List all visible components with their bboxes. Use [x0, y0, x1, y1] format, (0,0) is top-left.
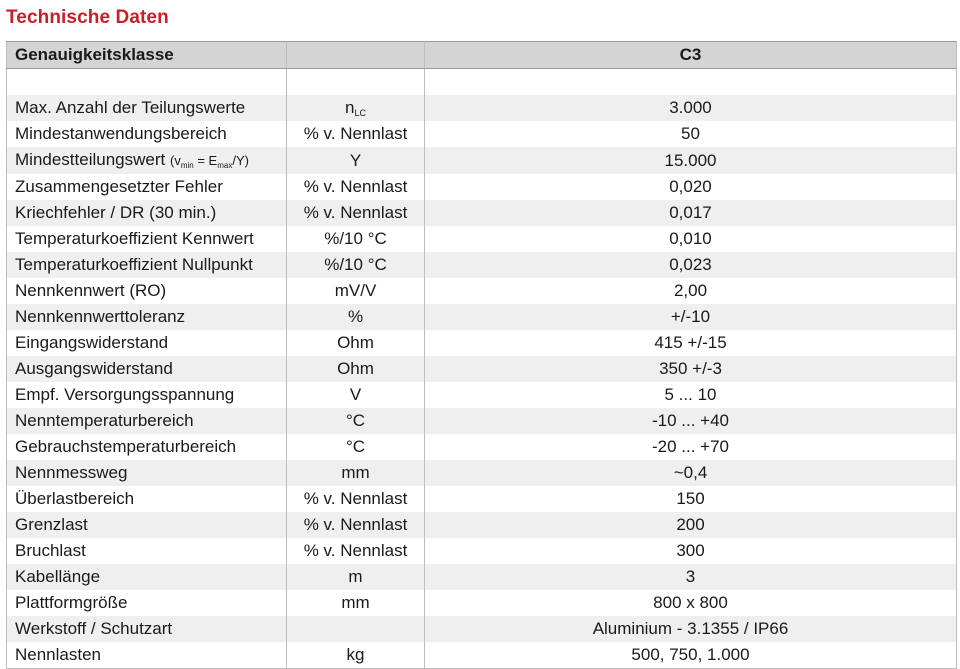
row-unit — [287, 408, 425, 434]
row-label-text: Überlastbereich — [15, 489, 135, 508]
row-label — [7, 486, 287, 512]
row-label — [7, 226, 287, 252]
table-row — [7, 278, 957, 304]
row-value: 0,010 — [425, 226, 957, 252]
row-value: 800 x 800 — [425, 590, 957, 616]
row-label — [7, 147, 287, 174]
table-row — [7, 226, 957, 252]
table-row — [7, 200, 957, 226]
header-value: C3 — [425, 42, 957, 69]
row-unit-text: % v. Nennlast — [303, 124, 408, 143]
row-unit — [287, 330, 425, 356]
row-unit-text: mm — [341, 463, 370, 482]
row-label — [7, 382, 287, 408]
row-unit-text: % v. Nennlast — [303, 489, 408, 508]
row-value: -20 ... +70 — [425, 434, 957, 460]
row-label — [7, 252, 287, 278]
row-value: Aluminium - 3.1355 / IP66 — [425, 616, 957, 642]
row-unit-text: mm — [341, 593, 370, 612]
row-value: +/-10 — [425, 304, 957, 330]
row-unit — [287, 147, 425, 174]
table-row — [7, 356, 957, 382]
row-unit-text: Ohm — [337, 333, 374, 352]
row-unit — [287, 174, 425, 200]
row-label-text: Temperaturkoeffizient Kennwert — [15, 229, 254, 248]
row-value: 150 — [425, 486, 957, 512]
row-value: 5 ... 10 — [425, 382, 957, 408]
row-value: 0,020 — [425, 174, 957, 200]
row-unit-text: % — [347, 307, 364, 326]
row-unit-text: V — [349, 385, 362, 404]
row-label-text: Max. Anzahl der Teilungswerte — [15, 98, 246, 117]
row-unit — [287, 278, 425, 304]
row-label-text: Werkstoff / Schutzart — [15, 619, 173, 638]
section-title: Technische Daten — [6, 7, 169, 28]
row-label-text: Kriechfehler / DR (30 min.) — [15, 203, 217, 222]
row-label — [7, 616, 287, 642]
table-row — [7, 252, 957, 278]
row-unit — [287, 304, 425, 330]
row-label-text: Plattformgröße — [15, 593, 128, 612]
row-value: 350 +/-3 — [425, 356, 957, 382]
row-value: 300 — [425, 538, 957, 564]
label-note-mid: = E — [193, 153, 218, 168]
row-label — [7, 330, 287, 356]
row-label-text: Nennkennwert (RO) — [15, 281, 167, 300]
row-unit-text: %/10 °C — [324, 255, 387, 274]
table-row — [7, 642, 957, 669]
row-value: 50 — [425, 121, 957, 147]
table-row — [7, 434, 957, 460]
row-unit — [287, 512, 425, 538]
row-label-text: Empf. Versorgungsspannung — [15, 385, 235, 404]
row-unit — [287, 226, 425, 252]
row-label — [7, 278, 287, 304]
table-row — [7, 512, 957, 538]
row-unit — [287, 252, 425, 278]
row-label — [7, 200, 287, 226]
row-unit — [287, 486, 425, 512]
row-label — [7, 95, 287, 121]
row-label — [7, 512, 287, 538]
table-row — [7, 590, 957, 616]
header-label: Genauigkeitsklasse — [7, 42, 287, 69]
row-label-text: Mindestanwendungsbereich — [15, 124, 227, 143]
table-row — [7, 304, 957, 330]
row-unit — [287, 590, 425, 616]
row-unit-text: n — [345, 98, 355, 117]
table-header-row — [7, 42, 957, 69]
row-value: 15.000 — [425, 147, 957, 174]
row-label — [7, 304, 287, 330]
row-label-text: Bruchlast — [15, 541, 86, 560]
row-label-text: Temperaturkoeffizient Nullpunkt — [15, 255, 253, 274]
row-unit — [287, 616, 425, 642]
table-row — [7, 174, 957, 200]
row-value: 2,00 — [425, 278, 957, 304]
row-unit — [287, 642, 425, 669]
row-label — [7, 564, 287, 590]
row-value: 3 — [425, 564, 957, 590]
row-unit — [287, 382, 425, 408]
table-row — [7, 616, 957, 642]
row-unit — [287, 356, 425, 382]
row-label — [7, 590, 287, 616]
row-unit — [287, 460, 425, 486]
row-unit-text: mV/V — [334, 281, 377, 300]
table-row — [7, 95, 957, 121]
spec-table — [6, 41, 957, 669]
row-label — [7, 408, 287, 434]
row-unit-text: % v. Nennlast — [303, 541, 408, 560]
row-unit — [287, 564, 425, 590]
row-label-text: Nennkennwerttoleranz — [15, 307, 186, 326]
table-row — [7, 382, 957, 408]
row-unit-text: Y — [349, 150, 362, 170]
row-unit — [287, 121, 425, 147]
row-label — [7, 121, 287, 147]
row-unit-text: m — [348, 567, 363, 586]
row-unit-text: Ohm — [337, 359, 374, 378]
row-label-text: Gebrauchstemperaturbereich — [15, 437, 237, 456]
table-row — [7, 408, 957, 434]
row-value: 200 — [425, 512, 957, 538]
table-row — [7, 564, 957, 590]
row-label — [7, 642, 287, 669]
label-note-sub2: max — [217, 161, 233, 170]
row-label-text: Nennmessweg — [15, 463, 128, 482]
row-label-note — [170, 153, 249, 168]
table-row — [7, 147, 957, 174]
row-unit-text: kg — [346, 645, 365, 664]
row-label — [7, 434, 287, 460]
row-value: 0,017 — [425, 200, 957, 226]
row-label-text: Eingangswiderstand — [15, 333, 169, 352]
table-row — [7, 460, 957, 486]
row-label-text: Grenzlast — [15, 515, 88, 534]
label-note-sub1: min — [180, 161, 194, 170]
row-value: 0,023 — [425, 252, 957, 278]
row-label-text: Nennlasten — [15, 645, 102, 664]
table-row — [7, 538, 957, 564]
row-label-text: Mindestteilungswert — [15, 150, 166, 169]
row-unit-text: °C — [345, 411, 366, 430]
header-unit — [287, 42, 425, 69]
table-row — [7, 486, 957, 512]
row-value: 3.000 — [425, 95, 957, 121]
row-unit — [287, 95, 425, 121]
label-note-pre: (v — [169, 153, 181, 168]
row-value: -10 ... +40 — [425, 408, 957, 434]
row-unit-text: % v. Nennlast — [303, 203, 408, 222]
row-label — [7, 538, 287, 564]
row-label-text: Zusammengesetzter Fehler — [15, 177, 223, 196]
row-value: 415 +/-15 — [425, 330, 957, 356]
row-unit-sub: LC — [354, 108, 366, 118]
spacer-row — [7, 69, 957, 96]
label-note-post: /Y) — [232, 153, 249, 168]
row-unit-text: % v. Nennlast — [303, 177, 408, 196]
row-label-text: Nenntemperaturbereich — [15, 411, 194, 430]
row-label — [7, 460, 287, 486]
row-label-text: Ausgangswiderstand — [15, 359, 173, 378]
row-value: ~0,4 — [425, 460, 957, 486]
row-unit — [287, 200, 425, 226]
row-label — [7, 174, 287, 200]
row-label — [7, 356, 287, 382]
row-value: 500, 750, 1.000 — [425, 642, 957, 669]
row-unit-text: °C — [345, 437, 366, 456]
row-unit-text: % v. Nennlast — [303, 515, 408, 534]
row-unit-text: %/10 °C — [324, 229, 387, 248]
row-label-text: Kabellänge — [15, 567, 101, 586]
table-row — [7, 330, 957, 356]
row-unit — [287, 538, 425, 564]
table-row — [7, 121, 957, 147]
row-unit — [287, 434, 425, 460]
